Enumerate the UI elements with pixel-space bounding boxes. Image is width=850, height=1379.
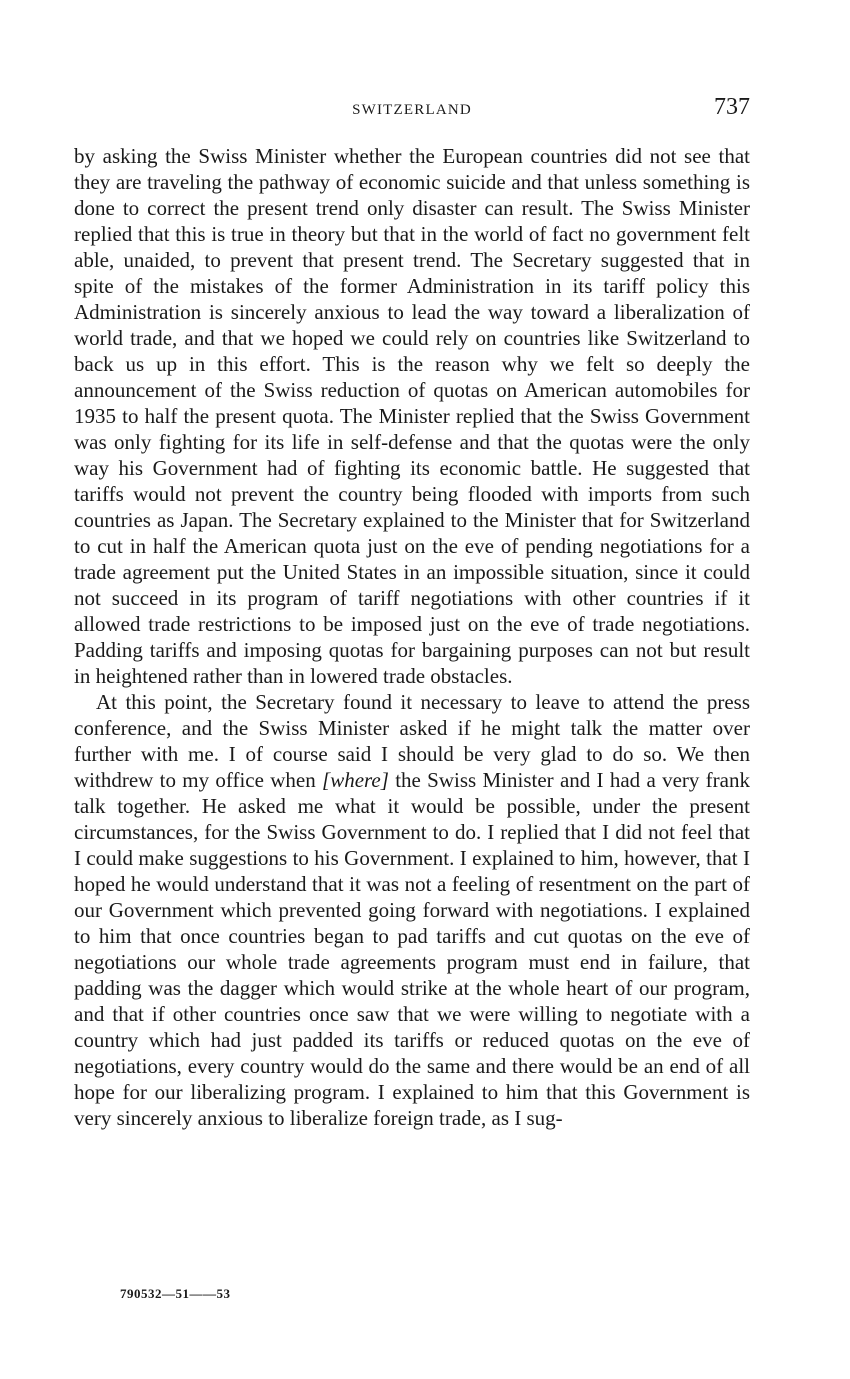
editorial-insertion: [where] xyxy=(322,768,389,792)
paragraph-1 xyxy=(74,143,750,689)
paragraph-2-text-end: the Swiss Minister and I had a very frank talk together. He asked me what it would be possible, under the present circumstances, for the Swiss Government to do. I replied that I did not feel that I could make suggestions to his Government. I explained to him, however, that I hoped he would understand that it was not a feeling of resentment on the part of our Government which prevented going forward with negotiations. I explained to him that once countries began to pad tariffs and cut quotas on the eve of negotiations our whole trade agreements program must end in failure, that padding was the dagger which would strike at the whole heart of our program, and that if other countries once saw that we were willing to negotiate with a country which had just padded its tariffs or reduced quotas on the eve of negotiations, every country would do the same and there would be an end of all hope for our liberalizing program. I explained to him that this Government is very sincerely anxious to liberalize foreign trade, as I sug- xyxy=(74,768,750,1130)
paragraph-1-text: by asking the Swiss Minister whether the European countries did not see that they are traveling the pathway of economic suicide and that unless something is done to correct the present trend only disaster can result. The Swiss Minister replied that this is true in theory but that in the world of fact no government felt able, unaided, to prevent that present trend. The Secretary suggested that in spite of the mistakes of the former Administration in its tariff policy this Administration is sincerely anxious to lead the way toward a liberalization of world trade, and that we hoped we could rely on countries like Switzerland to back us up in this effort. This is the reason why we felt so deeply the announcement of the Swiss reduction of quotas on American automobiles for 1935 to half the present quota. The Minister replied that the Swiss Government was only fighting for its life in self-defense and that the quotas were the only way his Government had of fighting its economic battle. He suggested that tariffs would not prevent the country being flooded with imports from such countries as Japan. The Secretary explained to the Minister that for Switzerland to cut in half the American quota just on the eve of pending negotiations for a trade agreement put the United States in an impossible situation, since it could not succeed in its program of tariff negotiations with other countries if it allowed trade restrictions to be imposed just on the eve of trade negotiations. Padding tariffs and imposing quotas for bargaining purposes can not but result in heightened rather than in lowered trade obstacles. xyxy=(74,144,750,688)
footer-print-code: 790532—51——53 xyxy=(120,1286,231,1301)
running-head: SWITZERLAND xyxy=(352,102,472,118)
page-number: 737 xyxy=(714,94,750,120)
page-header xyxy=(74,92,750,132)
body-text xyxy=(74,143,750,1131)
paragraph-2 xyxy=(74,689,750,1131)
paragraph-2-text-start: At this point, the Secretary found it necessary to leave to attend the press conference, and the Swiss Minister asked if he might talk the matter over further with me. I of course said I should be very glad to do so. We then withdrew to my office when xyxy=(74,690,750,792)
